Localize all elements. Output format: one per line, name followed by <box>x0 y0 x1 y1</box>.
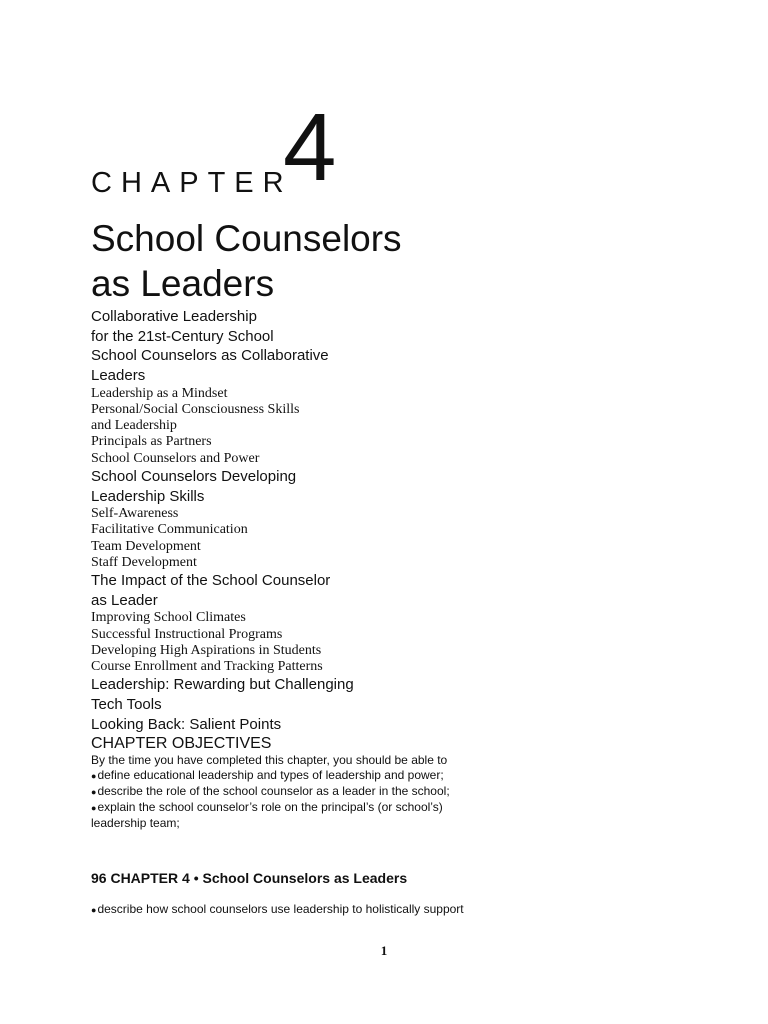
objectives-intro: By the time you have completed this chapter, you should be able to <box>91 753 448 768</box>
outline-subheading: Self-Awareness <box>91 506 179 522</box>
outline-heading: School Counselors Developing <box>91 467 297 485</box>
outline-subheading: Personal/Social Consciousness Skills <box>91 402 300 418</box>
objective-item: ● explain the school counselor’s role on the principal’s (or school’s) <box>91 800 611 816</box>
chapter-outline <box>91 307 611 830</box>
outline-heading: The Impact of the School Counselor <box>91 572 331 590</box>
chapter-title-line-2: as Leaders <box>91 263 275 304</box>
objective-item: ● define educational leadership and types of leadership and power; <box>91 768 611 784</box>
outline-heading: for the 21st-Century School <box>91 327 274 345</box>
page-number: 1 <box>380 943 388 958</box>
objective-item: ● describe the role of the school counselor as a leader in the school; <box>91 784 611 800</box>
outline-heading: Collaborative Leadership <box>91 308 257 325</box>
outline-heading: as Leader <box>91 591 158 609</box>
running-head: 96 CHAPTER 4 • School Counselors as Leaders <box>91 870 408 886</box>
outline-subheading: and Leadership <box>91 418 177 434</box>
outline-subheading: Staff Development <box>91 554 197 570</box>
continued-objective: ● describe how school counselors use leadership to holistically support <box>91 902 464 916</box>
chapter-title-line-1: School Counselors <box>91 218 402 259</box>
outline-subheading: Successful Instructional Programs <box>91 626 283 642</box>
outline-heading: Leadership Skills <box>91 487 205 505</box>
outline-subheading: Improving School Climates <box>91 610 246 626</box>
outline-heading: Tech Tools <box>91 695 162 713</box>
outline-subheading: Principals as Partners <box>91 434 212 450</box>
objectives-heading: CHAPTER OBJECTIVES <box>91 735 272 753</box>
outline-subheading: School Counselors and Power <box>91 450 260 466</box>
outline-subheading: Developing High Aspirations in Students <box>91 642 322 658</box>
outline-subheading: Course Enrollment and Tracking Patterns <box>91 659 323 675</box>
outline-subheading: Leadership as a Mindset <box>91 385 228 401</box>
outline-subheading: Team Development <box>91 538 201 554</box>
outline-heading: Leadership: Rewarding but Challenging <box>91 676 354 694</box>
outline-heading: Leaders <box>91 367 146 385</box>
chapter-label: CHAPTER <box>91 167 293 199</box>
objective-item: leadership team; <box>91 815 180 830</box>
outline-heading: School Counselors as Collaborative <box>91 347 329 365</box>
outline-subheading: Facilitative Communication <box>91 522 248 538</box>
outline-heading: Looking Back: Salient Points <box>91 715 282 733</box>
chapter-number: 4 <box>283 94 337 201</box>
